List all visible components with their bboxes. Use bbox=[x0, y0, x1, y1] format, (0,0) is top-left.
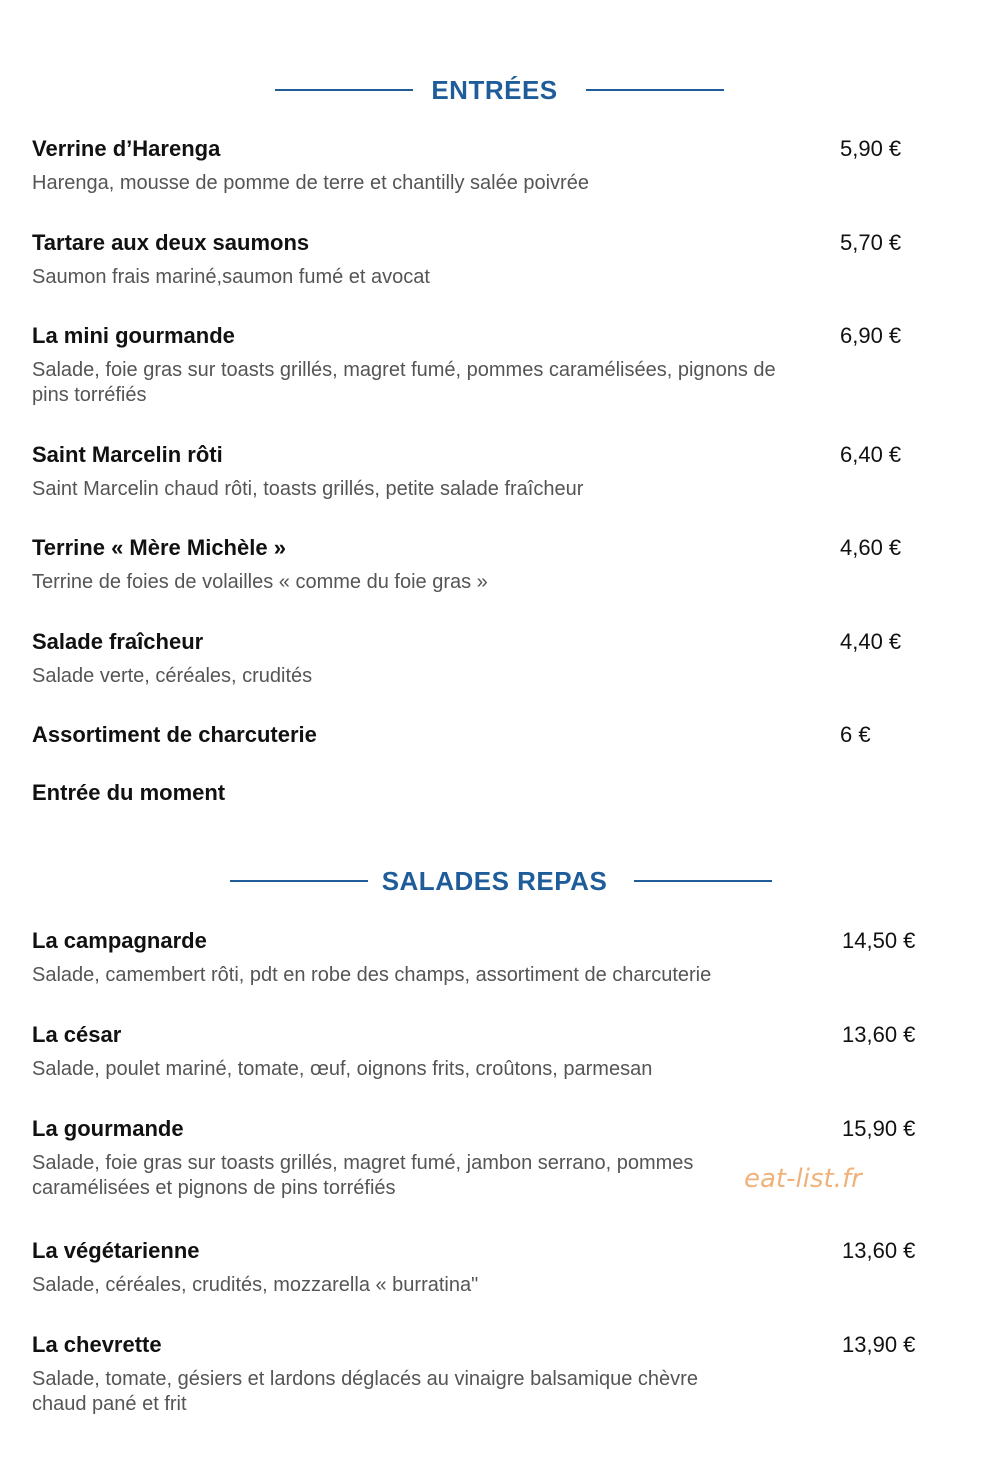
item-price: 14,50 € bbox=[842, 928, 916, 953]
item-name: La campagnarde bbox=[32, 928, 207, 953]
item-description: Terrine de foies de volailles « comme du foie gras » bbox=[32, 571, 488, 593]
item-description: Salade, tomate, gésiers et lardons déglacés au vinaigre balsamique chèvre chaud pané et frit bbox=[32, 1368, 698, 1415]
header-rule-right bbox=[586, 89, 724, 91]
item-name: La césar bbox=[32, 1022, 122, 1047]
item-description: Salade verte, céréales, crudités bbox=[32, 665, 313, 687]
menu-item bbox=[32, 441, 932, 502]
section-title: ENTRÉES bbox=[431, 75, 558, 105]
item-price: 6,40 € bbox=[840, 442, 902, 467]
item-name: Tartare aux deux saumons bbox=[32, 230, 310, 255]
item-price: 13,60 € bbox=[842, 1022, 916, 1047]
header-rule-right bbox=[634, 880, 772, 882]
item-price: 13,60 € bbox=[842, 1238, 916, 1263]
item-name: Saint Marcelin rôti bbox=[32, 442, 223, 467]
item-name: La chevrette bbox=[32, 1332, 162, 1357]
watermark: eat-list.fr bbox=[744, 1164, 862, 1194]
item-description: Salade, camembert rôti, pdt en robe des champs, assortiment de charcuterie bbox=[32, 964, 712, 986]
menu-item bbox=[32, 927, 932, 988]
item-price: 4,40 € bbox=[840, 629, 902, 654]
item-description: Salade, poulet mariné, tomate, œuf, oignons frits, croûtons, parmesan bbox=[32, 1058, 653, 1080]
item-name: Verrine d’Harenga bbox=[32, 136, 221, 161]
item-description: Salade, céréales, crudités, mozzarella « burratina" bbox=[32, 1274, 479, 1296]
menu-item bbox=[32, 1021, 932, 1082]
menu-item bbox=[32, 721, 932, 749]
item-name: Entrée du moment bbox=[32, 780, 226, 805]
menu-item bbox=[32, 779, 932, 807]
item-description: Salade, foie gras sur toasts grillés, magret fumé, jambon serrano, pommes caramélisées et pignons de pins torréfiés bbox=[32, 1152, 694, 1199]
item-description: Saint Marcelin chaud rôti, toasts grillés, petite salade fraîcheur bbox=[32, 478, 584, 500]
item-name: Salade fraîcheur bbox=[32, 629, 204, 654]
section-header-entrees bbox=[0, 70, 989, 110]
item-price: 5,70 € bbox=[840, 230, 902, 255]
item-price: 6,90 € bbox=[840, 323, 902, 348]
item-price: 13,90 € bbox=[842, 1332, 916, 1357]
item-price: 5,90 € bbox=[840, 136, 902, 161]
section-header-salades-repas bbox=[0, 861, 989, 901]
menu-item bbox=[32, 229, 932, 290]
item-name: La mini gourmande bbox=[32, 323, 235, 348]
menu-item bbox=[32, 534, 932, 595]
item-name: La gourmande bbox=[32, 1116, 184, 1141]
section-title: SALADES REPAS bbox=[381, 866, 608, 896]
menu-item bbox=[32, 1237, 932, 1298]
menu-item bbox=[32, 1331, 932, 1417]
item-description: Salade, foie gras sur toasts grillés, magret fumé, pommes caramélisées, pignons de pins torréfiés bbox=[32, 359, 776, 406]
item-name: Terrine « Mère Michèle » bbox=[32, 535, 286, 560]
item-description: Harenga, mousse de pomme de terre et chantilly salée poivrée bbox=[32, 172, 589, 194]
item-price: 6 € bbox=[840, 722, 871, 747]
menu-item bbox=[32, 322, 932, 408]
item-description: Saumon frais mariné,saumon fumé et avocat bbox=[32, 266, 430, 288]
item-name: Assortiment de charcuterie bbox=[32, 722, 317, 747]
menu-item bbox=[32, 135, 932, 196]
menu-item bbox=[32, 628, 932, 689]
item-price: 15,90 € bbox=[842, 1116, 916, 1141]
item-name: La végétarienne bbox=[32, 1238, 200, 1263]
item-price: 4,60 € bbox=[840, 535, 902, 560]
